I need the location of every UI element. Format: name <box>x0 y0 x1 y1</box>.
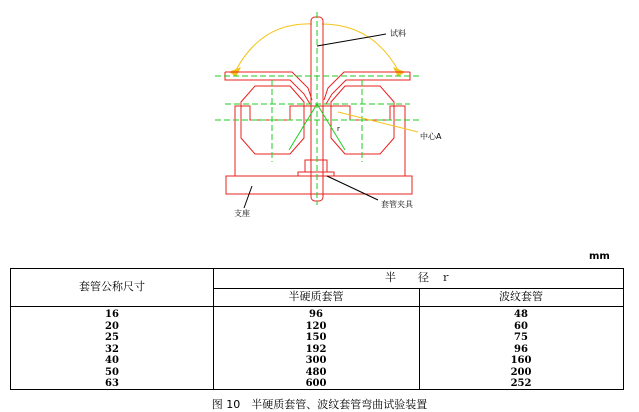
cell-size: 20 <box>105 320 119 332</box>
leader-support <box>244 186 252 208</box>
header-radius-group: 半 径 ｒ <box>385 271 451 284</box>
cell-corrugated: 48 <box>514 309 528 320</box>
table-rule-header <box>11 306 623 307</box>
cell-size: 63 <box>105 378 119 389</box>
cell-corrugated: 60 <box>514 320 528 332</box>
radius-line-left <box>289 104 317 150</box>
table-rule-group <box>213 288 623 289</box>
cell-corrugated: 75 <box>514 332 528 343</box>
leader-clamp <box>327 176 378 200</box>
label-radius: r <box>337 125 340 133</box>
cell-size: 32 <box>105 343 119 355</box>
leader-sample <box>317 34 386 46</box>
column-corrugated <box>419 309 623 390</box>
cell-semi-rigid: 150 <box>305 332 327 343</box>
cell-size: 40 <box>105 355 119 366</box>
column-size <box>11 309 213 390</box>
bend-arc-left <box>236 24 312 70</box>
cell-size: 50 <box>105 366 119 378</box>
clamp-block <box>305 160 327 172</box>
bend-arc-right <box>322 24 398 70</box>
label-sample: 试料 <box>390 29 406 38</box>
cell-corrugated: 252 <box>510 378 532 389</box>
label-clamp: 套管夹具 <box>381 200 413 209</box>
leader-center <box>338 112 418 132</box>
cell-semi-rigid: 96 <box>309 309 323 320</box>
cell-semi-rigid: 192 <box>305 343 327 355</box>
header-semi-rigid: 半硬质套管 <box>288 290 344 303</box>
label-center-a: 中心A <box>420 132 442 141</box>
header-corrugated: 波纹套管 <box>499 290 543 303</box>
cell-semi-rigid: 120 <box>305 320 327 332</box>
cell-corrugated: 96 <box>514 343 528 355</box>
radius-table <box>10 268 624 390</box>
label-support: 支座 <box>234 209 250 218</box>
cell-corrugated: 160 <box>510 355 532 366</box>
cell-size: 25 <box>105 332 119 343</box>
clamp-base <box>298 172 334 176</box>
cell-semi-rigid: 600 <box>305 378 327 389</box>
column-semi-rigid <box>213 309 419 390</box>
left-arm <box>225 72 312 104</box>
unit-label: mm <box>589 251 610 262</box>
cell-semi-rigid: 300 <box>305 355 327 366</box>
figure-caption: 图 10 半硬质套管、波纹套管弯曲试验装置 <box>211 398 428 411</box>
cell-corrugated: 200 <box>510 366 532 378</box>
cell-size: 16 <box>105 309 119 320</box>
right-arm <box>324 72 410 104</box>
header-nominal-size: 套管公称尺寸 <box>79 280 145 293</box>
cell-semi-rigid: 480 <box>305 366 327 378</box>
